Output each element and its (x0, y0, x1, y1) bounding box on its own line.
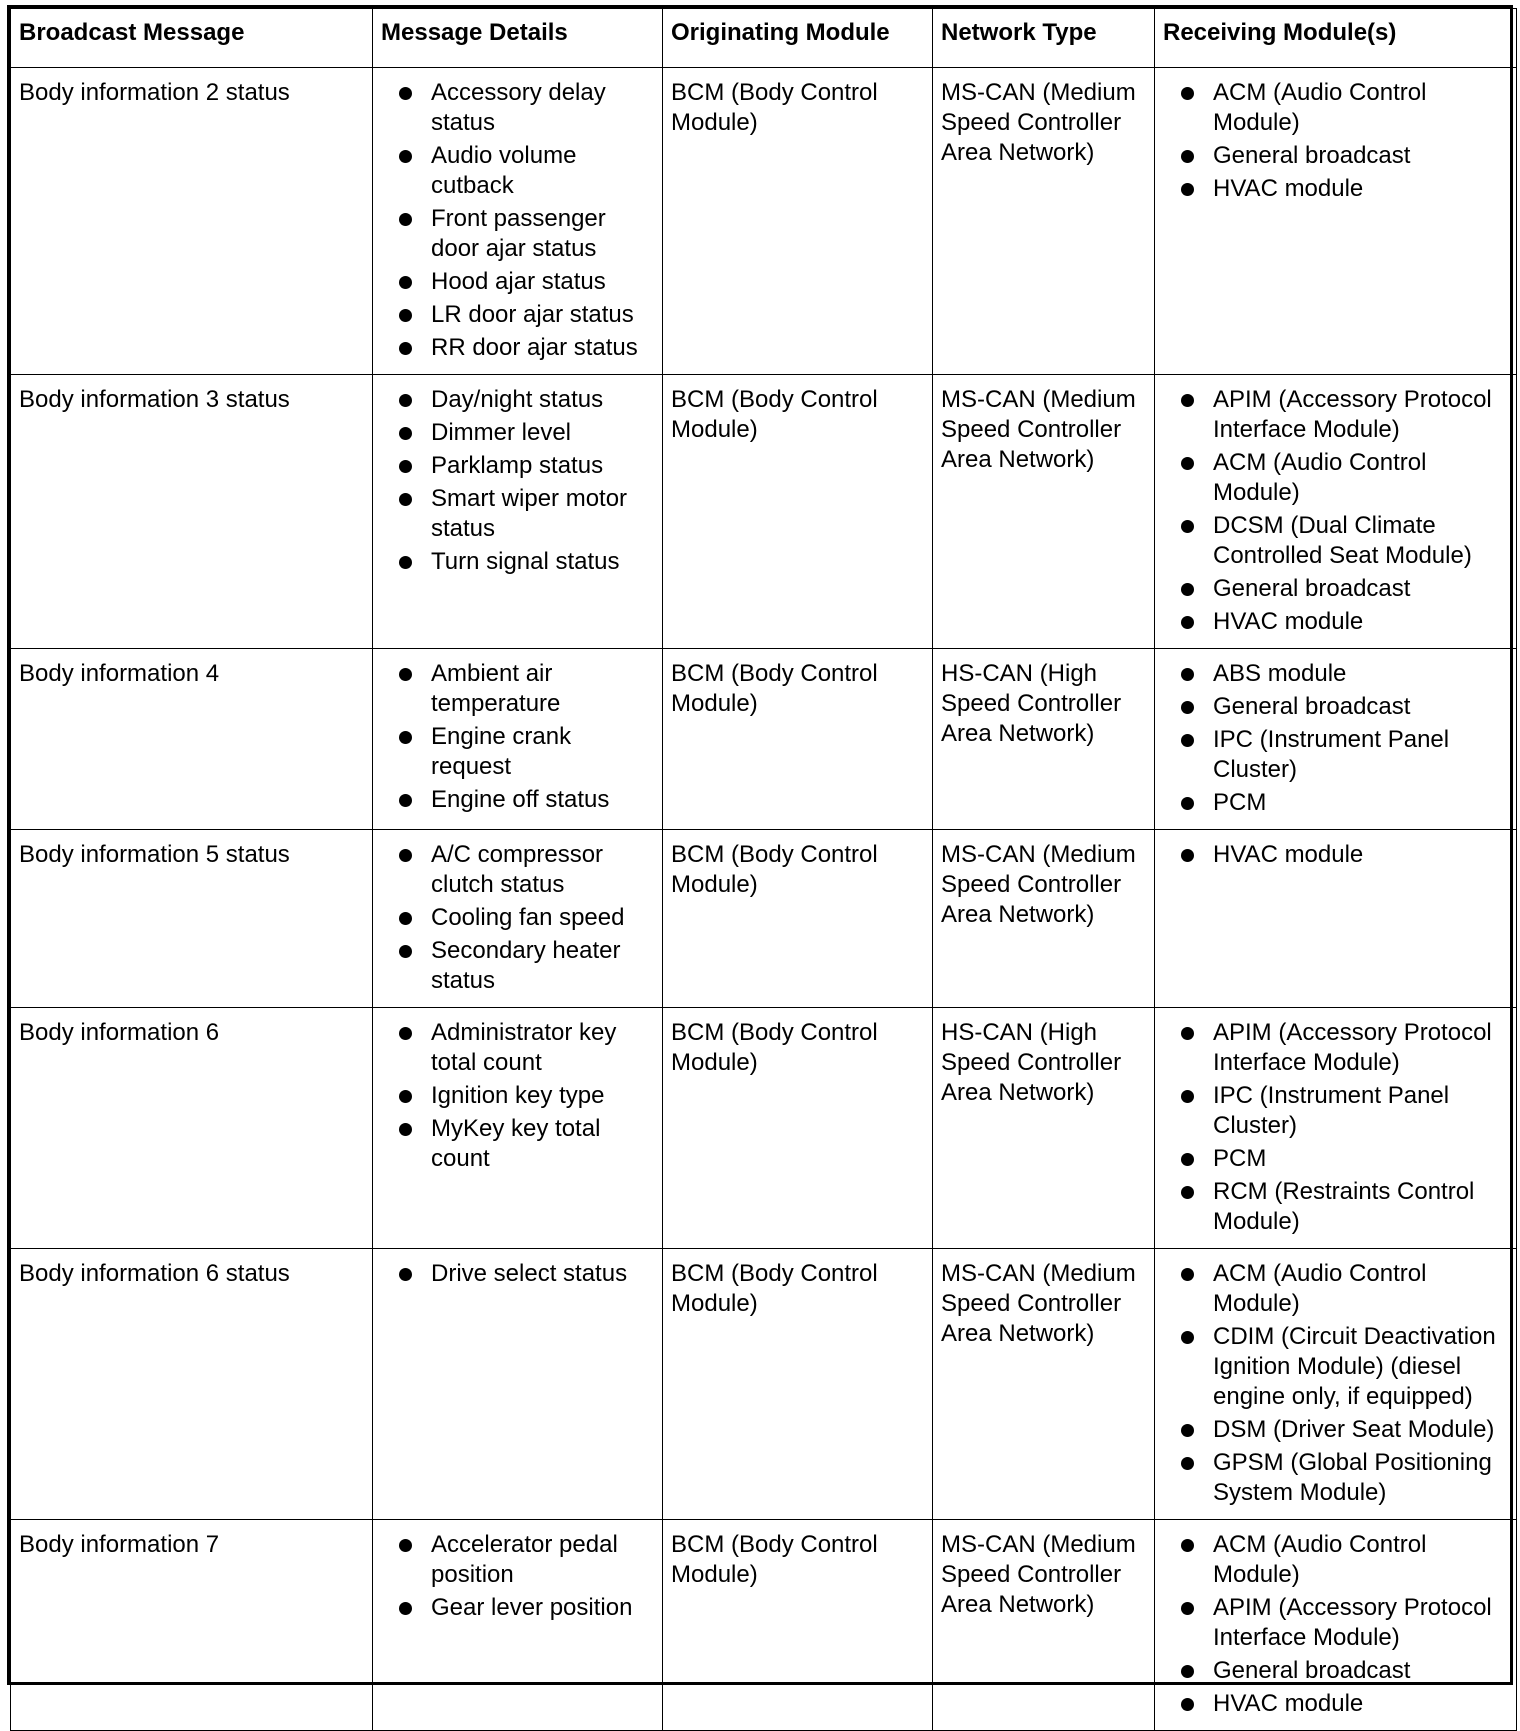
cell-message-details (373, 375, 663, 649)
bullet-icon (399, 731, 412, 744)
table-row (11, 1249, 1517, 1520)
cell-broadcast-message: Body information 4 (11, 649, 373, 830)
list-item (1163, 659, 1508, 689)
bullet-icon (399, 150, 412, 163)
table-row (11, 649, 1517, 830)
cell-message-details (373, 649, 663, 830)
bullet-icon (399, 309, 412, 322)
cell-broadcast-message: Body information 2 status (11, 68, 373, 375)
broadcast-message-table-container (7, 5, 1513, 1717)
list-item (1163, 1530, 1508, 1590)
bullet-icon (399, 394, 412, 407)
list-item (381, 418, 654, 448)
list-item (381, 333, 654, 363)
header-message-details: Message Details (373, 9, 663, 68)
list-item-text: General broadcast (1213, 1657, 1411, 1684)
cell-receiving-modules (1155, 68, 1517, 375)
list-item-text: Dimmer level (431, 419, 572, 446)
list-item (381, 451, 654, 481)
cell-network-type: MS-CAN (Medium Speed Controller Area Network) (933, 1520, 1155, 1731)
bullet-icon (1181, 394, 1194, 407)
bullet-icon (1181, 668, 1194, 681)
list-item-text: ACM (Audio Control Module) (1213, 449, 1427, 506)
cell-broadcast-message: Body information 5 status (11, 830, 373, 1008)
list-item-text: HVAC module (1213, 841, 1364, 868)
cell-receiving-modules (1155, 1520, 1517, 1731)
list-item-text: ACM (Audio Control Module) (1213, 79, 1427, 136)
bullet-icon (399, 460, 412, 473)
cell-receiving-modules-list (1163, 840, 1508, 870)
bullet-icon (1181, 1186, 1194, 1199)
cell-originating-module: BCM (Body Control Module) (663, 1520, 933, 1731)
list-item-text: Gear lever position (431, 1594, 633, 1621)
bullet-icon (1181, 583, 1194, 596)
list-item (381, 204, 654, 264)
cell-message-details-list (381, 659, 654, 815)
bullet-icon (399, 849, 412, 862)
bullet-icon (399, 427, 412, 440)
bullet-icon (399, 276, 412, 289)
list-item-text: Engine crank request (431, 723, 572, 780)
cell-network-type: MS-CAN (Medium Speed Controller Area Network) (933, 1249, 1155, 1520)
list-item-text: Parklamp status (431, 452, 604, 479)
list-item-text: HVAC module (1213, 175, 1364, 202)
cell-message-details-list (381, 1018, 654, 1174)
bullet-icon (1181, 1539, 1194, 1552)
cell-receiving-modules-list (1163, 659, 1508, 818)
list-item (1163, 840, 1508, 870)
list-item (381, 722, 654, 782)
list-item-text: ACM (Audio Control Module) (1213, 1531, 1427, 1588)
bullet-icon (1181, 797, 1194, 810)
bullet-icon (399, 556, 412, 569)
list-item-text: APIM (Accessory Protocol Interface Module) (1213, 1594, 1492, 1651)
bullet-icon (1181, 1027, 1194, 1040)
list-item (1163, 1322, 1508, 1412)
header-network-type: Network Type (933, 9, 1155, 68)
list-item (1163, 607, 1508, 637)
header-receiving-modules: Receiving Module(s) (1155, 9, 1517, 68)
list-item (1163, 448, 1508, 508)
cell-receiving-modules (1155, 375, 1517, 649)
list-item-text: General broadcast (1213, 575, 1411, 602)
bullet-icon (1181, 520, 1194, 533)
list-item (381, 1081, 654, 1111)
list-item (381, 903, 654, 933)
bullet-icon (1181, 734, 1194, 747)
list-item (1163, 1593, 1508, 1653)
cell-message-details (373, 1008, 663, 1249)
list-item (381, 141, 654, 201)
cell-network-type: HS-CAN (High Speed Controller Area Network) (933, 1008, 1155, 1249)
cell-network-type: MS-CAN (Medium Speed Controller Area Network) (933, 830, 1155, 1008)
cell-broadcast-message: Body information 7 (11, 1520, 373, 1731)
bullet-icon (1181, 701, 1194, 714)
cell-broadcast-message: Body information 6 status (11, 1249, 373, 1520)
list-item-text: RCM (Restraints Control Module) (1213, 1178, 1475, 1235)
table-body (11, 68, 1517, 1731)
cell-network-type: HS-CAN (High Speed Controller Area Network) (933, 649, 1155, 830)
list-item-text: APIM (Accessory Protocol Interface Module) (1213, 1019, 1492, 1076)
bullet-icon (1181, 1090, 1194, 1103)
cell-message-details (373, 1249, 663, 1520)
bullet-icon (399, 1602, 412, 1615)
cell-receiving-modules-list (1163, 78, 1508, 204)
bullet-icon (1181, 1268, 1194, 1281)
bullet-icon (399, 668, 412, 681)
cell-originating-module: BCM (Body Control Module) (663, 68, 933, 375)
bullet-icon (399, 342, 412, 355)
bullet-icon (399, 1539, 412, 1552)
header-originating-module: Originating Module (663, 9, 933, 68)
list-item-text: Administrator key total count (431, 1019, 617, 1076)
bullet-icon (399, 1027, 412, 1040)
bullet-icon (399, 1090, 412, 1103)
table-header-row (11, 9, 1517, 68)
list-item (1163, 1259, 1508, 1319)
cell-originating-module: BCM (Body Control Module) (663, 375, 933, 649)
bullet-icon (1181, 1457, 1194, 1470)
bullet-icon (1181, 849, 1194, 862)
cell-receiving-modules (1155, 1249, 1517, 1520)
bullet-icon (1181, 457, 1194, 470)
cell-receiving-modules (1155, 830, 1517, 1008)
bullet-icon (1181, 1331, 1194, 1344)
cell-broadcast-message: Body information 6 (11, 1008, 373, 1249)
cell-message-details (373, 1520, 663, 1731)
list-item-text: Turn signal status (431, 548, 620, 575)
table-row (11, 1008, 1517, 1249)
bullet-icon (1181, 87, 1194, 100)
bullet-icon (399, 87, 412, 100)
list-item (1163, 511, 1508, 571)
bullet-icon (1181, 1665, 1194, 1678)
list-item (1163, 385, 1508, 445)
list-item (1163, 78, 1508, 138)
bullet-icon (1181, 1602, 1194, 1615)
list-item (1163, 174, 1508, 204)
list-item-text: DCSM (Dual Climate Controlled Seat Module) (1213, 512, 1472, 569)
list-item (381, 785, 654, 815)
table-row (11, 830, 1517, 1008)
cell-receiving-modules-list (1163, 385, 1508, 637)
list-item-text: A/C compressor clutch status (431, 841, 604, 898)
list-item (381, 547, 654, 577)
table-row (11, 1520, 1517, 1731)
list-item (381, 267, 654, 297)
list-item-text: Ignition key type (431, 1082, 605, 1109)
cell-originating-module: BCM (Body Control Module) (663, 1008, 933, 1249)
list-item (381, 1018, 654, 1078)
list-item-text: HVAC module (1213, 608, 1364, 635)
bullet-icon (1181, 1153, 1194, 1166)
list-item (1163, 1081, 1508, 1141)
cell-receiving-modules (1155, 649, 1517, 830)
table-row (11, 68, 1517, 375)
cell-message-details-list (381, 385, 654, 577)
bullet-icon (1181, 183, 1194, 196)
bullet-icon (1181, 616, 1194, 629)
list-item-text: IPC (Instrument Panel Cluster) (1213, 726, 1450, 783)
cell-message-details-list (381, 78, 654, 363)
list-item (1163, 1144, 1508, 1174)
list-item-text: RR door ajar status (431, 334, 638, 361)
cell-receiving-modules (1155, 1008, 1517, 1249)
cell-receiving-modules-list (1163, 1530, 1508, 1719)
list-item (1163, 1689, 1508, 1719)
list-item-text: ABS module (1213, 660, 1347, 687)
cell-message-details (373, 68, 663, 375)
list-item (1163, 692, 1508, 722)
list-item-text: Day/night status (431, 386, 604, 413)
list-item-text: APIM (Accessory Protocol Interface Module) (1213, 386, 1492, 443)
bullet-icon (399, 912, 412, 925)
list-item (381, 1259, 654, 1289)
list-item-text: General broadcast (1213, 693, 1411, 720)
list-item-text: Smart wiper motor status (431, 485, 628, 542)
list-item (1163, 725, 1508, 785)
list-item (1163, 1415, 1508, 1445)
bullet-icon (399, 1268, 412, 1281)
list-item-text: HVAC module (1213, 1690, 1364, 1717)
list-item-text: IPC (Instrument Panel Cluster) (1213, 1082, 1450, 1139)
bullet-icon (399, 493, 412, 506)
list-item-text: LR door ajar status (431, 301, 634, 328)
list-item-text: ACM (Audio Control Module) (1213, 1260, 1427, 1317)
cell-message-details-list (381, 840, 654, 996)
list-item (381, 484, 654, 544)
list-item-text: Secondary heater status (431, 937, 621, 994)
cell-receiving-modules-list (1163, 1018, 1508, 1237)
cell-message-details-list (381, 1259, 654, 1289)
list-item-text: Ambient air temperature (431, 660, 561, 717)
list-item (1163, 141, 1508, 171)
list-item-text: DSM (Driver Seat Module) (1213, 1416, 1495, 1443)
header-broadcast-message: Broadcast Message (11, 9, 373, 68)
list-item-text: General broadcast (1213, 142, 1411, 169)
list-item-text: Front passenger door ajar status (431, 205, 606, 262)
bullet-icon (399, 1123, 412, 1136)
bullet-icon (1181, 1698, 1194, 1711)
broadcast-message-table (10, 8, 1517, 1731)
list-item (1163, 788, 1508, 818)
cell-broadcast-message: Body information 3 status (11, 375, 373, 649)
list-item (1163, 1177, 1508, 1237)
list-item-text: Engine off status (431, 786, 610, 813)
list-item (381, 385, 654, 415)
list-item-text: PCM (1213, 789, 1267, 816)
list-item (1163, 1018, 1508, 1078)
list-item (381, 1114, 654, 1174)
list-item (1163, 574, 1508, 604)
list-item-text: Audio volume cutback (431, 142, 577, 199)
list-item-text: Hood ajar status (431, 268, 606, 295)
cell-message-details (373, 830, 663, 1008)
list-item (381, 300, 654, 330)
table-row (11, 375, 1517, 649)
list-item (381, 659, 654, 719)
cell-message-details-list (381, 1530, 654, 1623)
list-item (1163, 1448, 1508, 1508)
bullet-icon (399, 213, 412, 226)
list-item (381, 1530, 654, 1590)
bullet-icon (1181, 1424, 1194, 1437)
cell-originating-module: BCM (Body Control Module) (663, 1249, 933, 1520)
list-item (381, 1593, 654, 1623)
list-item-text: Accessory delay status (431, 79, 606, 136)
bullet-icon (399, 945, 412, 958)
list-item-text: Accelerator pedal position (431, 1531, 618, 1588)
cell-originating-module: BCM (Body Control Module) (663, 649, 933, 830)
list-item (381, 840, 654, 900)
cell-network-type: MS-CAN (Medium Speed Controller Area Network) (933, 68, 1155, 375)
list-item-text: PCM (1213, 1145, 1267, 1172)
list-item (381, 936, 654, 996)
cell-originating-module: BCM (Body Control Module) (663, 830, 933, 1008)
list-item (381, 78, 654, 138)
cell-network-type: MS-CAN (Medium Speed Controller Area Network) (933, 375, 1155, 649)
bullet-icon (399, 794, 412, 807)
list-item-text: CDIM (Circuit Deactivation Ignition Module) (diesel engine only, if equipped) (1213, 1323, 1496, 1410)
list-item (1163, 1656, 1508, 1686)
list-item-text: GPSM (Global Positioning System Module) (1213, 1449, 1492, 1506)
list-item-text: MyKey key total count (431, 1115, 601, 1172)
bullet-icon (1181, 150, 1194, 163)
cell-receiving-modules-list (1163, 1259, 1508, 1508)
list-item-text: Drive select status (431, 1260, 628, 1287)
list-item-text: Cooling fan speed (431, 904, 625, 931)
